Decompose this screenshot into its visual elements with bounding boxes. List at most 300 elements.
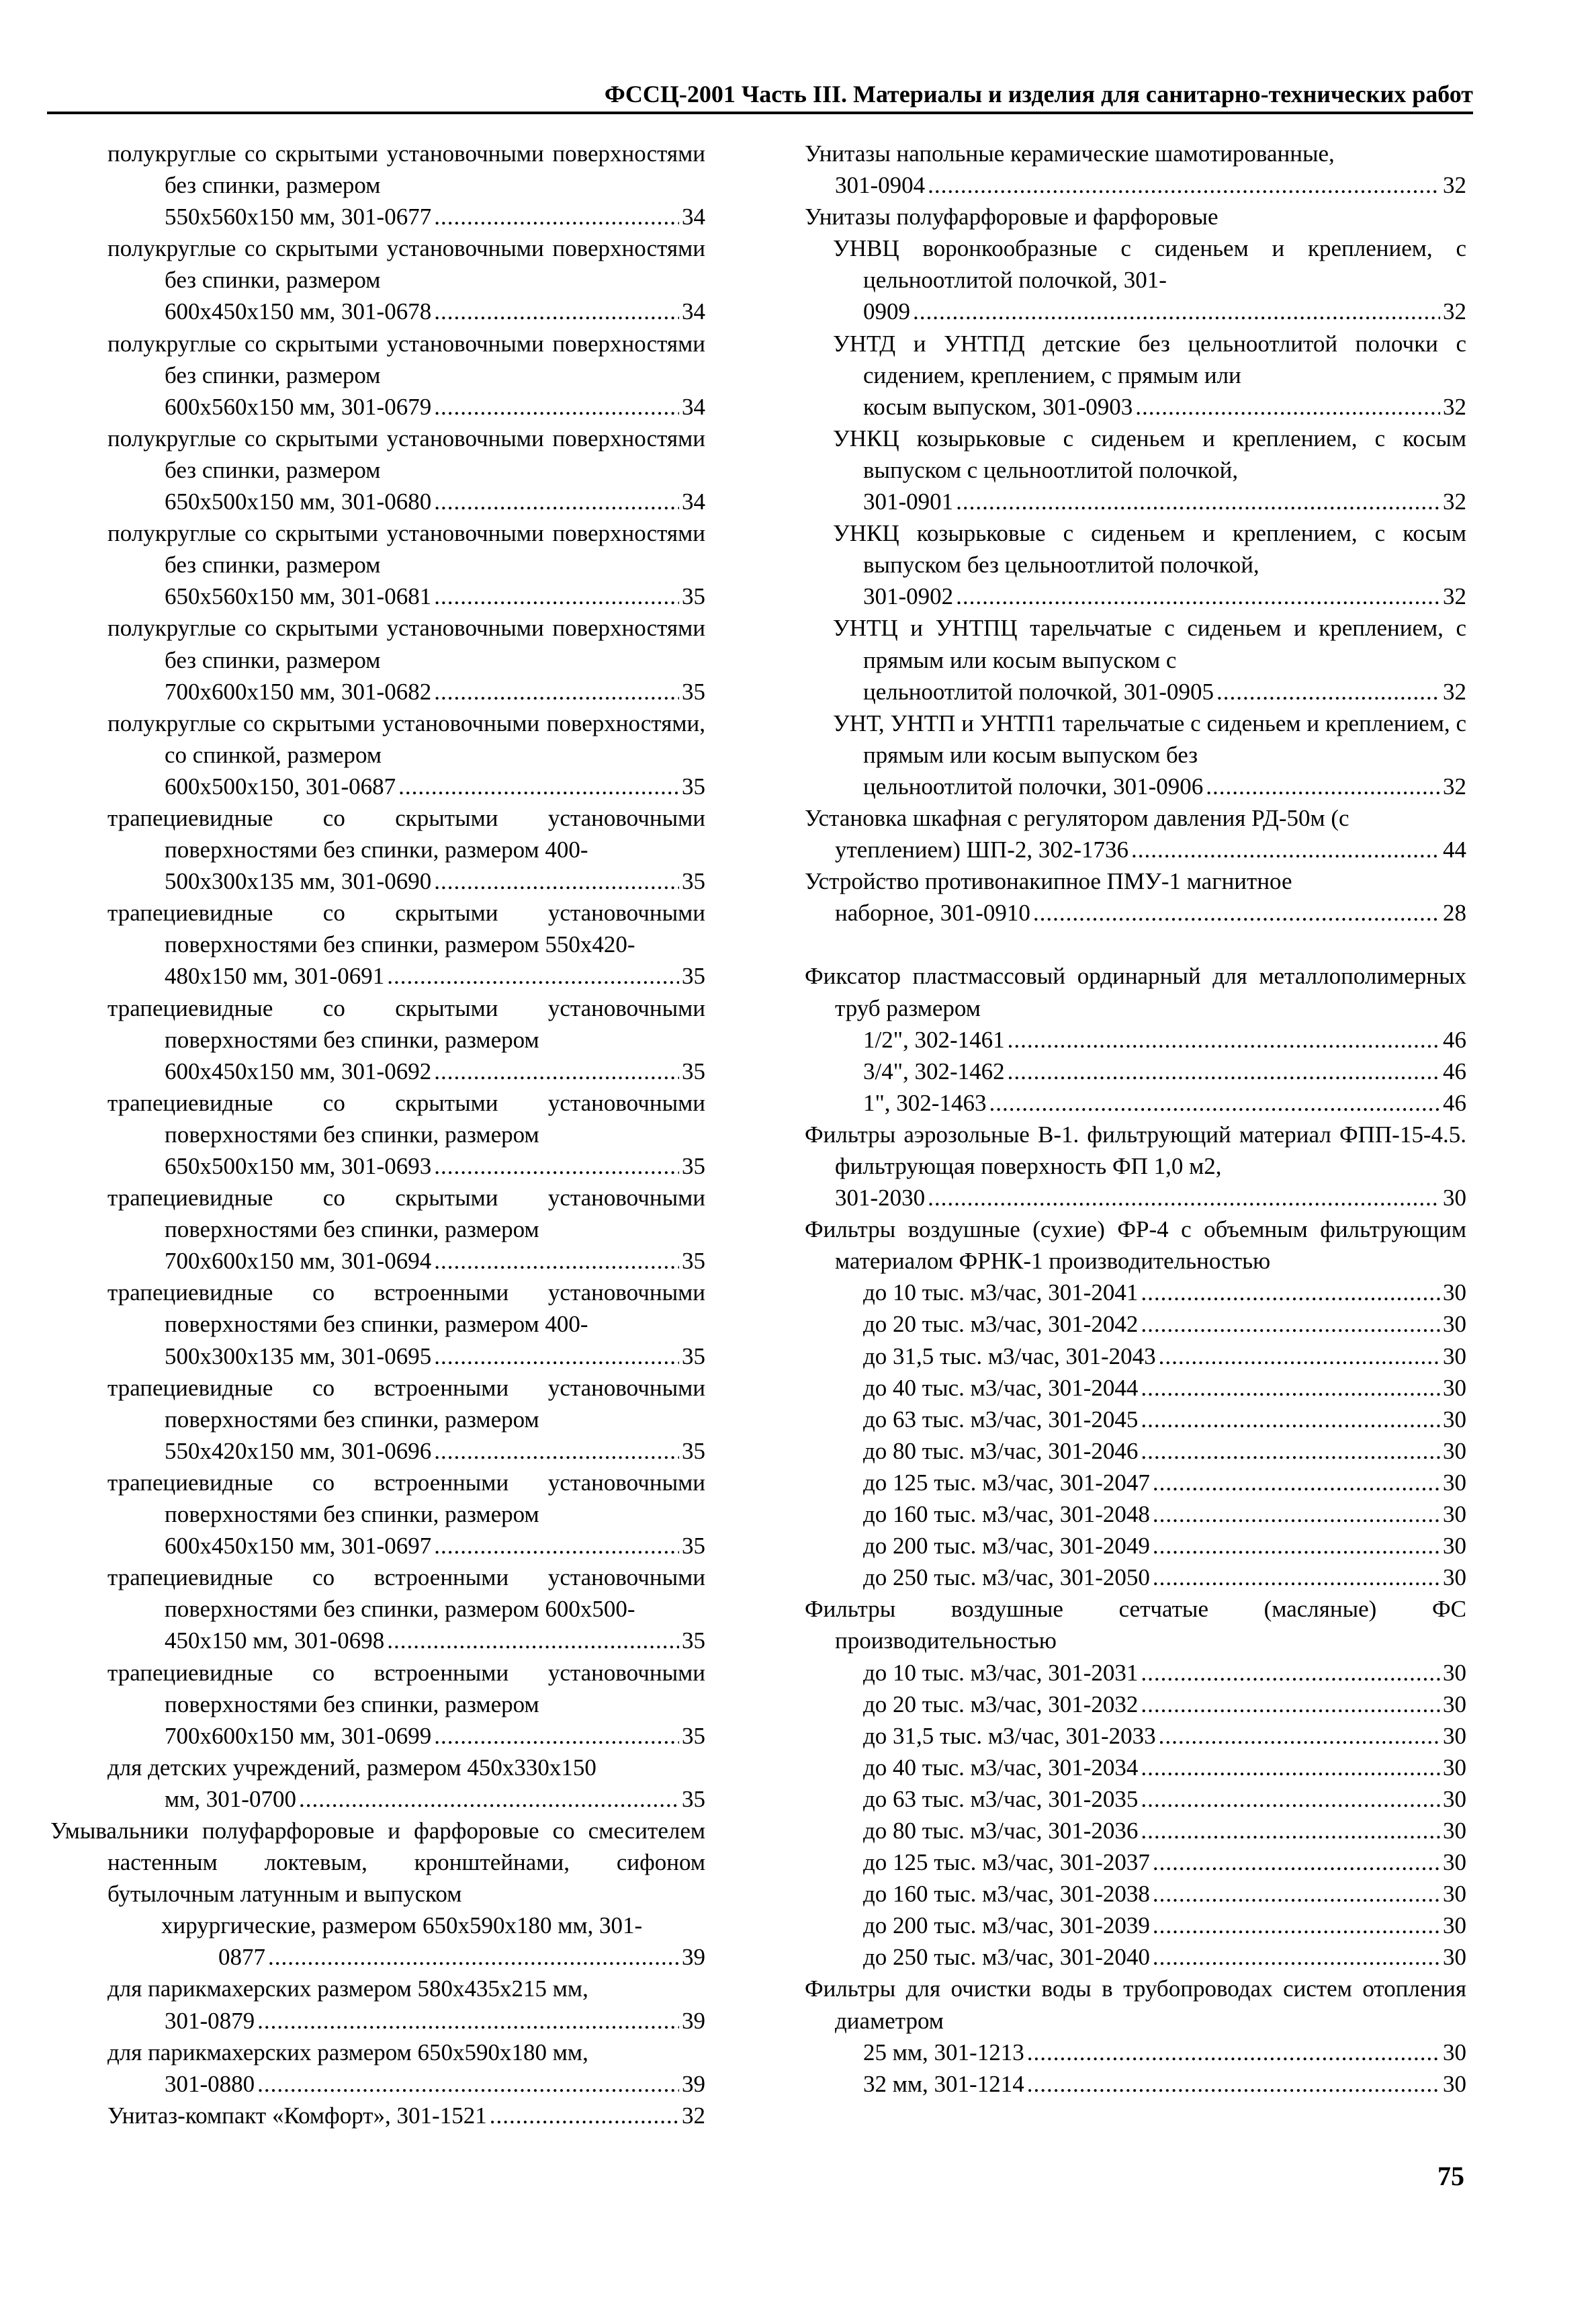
index-entry-text: полукруглые со скрытыми установочными поверхностями без спинки, размером — [107, 520, 705, 579]
dot-leader — [1153, 1467, 1440, 1498]
index-entry-text: полукруглые со скрытыми установочными поверхностями без спинки, размером — [107, 330, 705, 388]
index-entry — [805, 328, 1466, 423]
index-entry-line — [863, 1657, 1466, 1689]
index-entry — [805, 1119, 1466, 1213]
index-entry-text: УНКЦ козырьковые с сиденьем и креплением, с косым выпуском с цельноотлитой полочкой, — [833, 425, 1466, 483]
index-entry — [805, 1562, 1466, 1593]
index-entry — [50, 232, 705, 327]
index-entry-page: 28 — [1443, 900, 1466, 927]
index-entry — [50, 1910, 705, 1973]
dot-leader — [1153, 1910, 1440, 1941]
index-entry-text: Унитазы напольные керамические шамотированные, — [805, 140, 1335, 167]
index-entry-line — [863, 1878, 1466, 1910]
index-entry-line — [165, 865, 705, 897]
index-entry-code: 700x600x150 мм, 301-0682 — [165, 678, 432, 705]
index-entry-line — [863, 1752, 1466, 1783]
dot-leader — [989, 1087, 1440, 1119]
index-entry — [805, 1973, 1466, 2036]
index-entry-line — [863, 771, 1466, 802]
index-entry-text: трапециевидные со скрытыми установочными поверхностями без спинки, размером 550x420- — [107, 900, 705, 958]
index-entry-page: 32 — [682, 2102, 705, 2129]
index-entry-line — [165, 391, 705, 423]
dot-leader — [387, 1625, 679, 1656]
index-entry-code: 600x450x150 мм, 301-0697 — [165, 1533, 432, 1560]
index-entry-line — [863, 391, 1466, 423]
index-entry-code: до 125 тыс. м3/час, 301-2047 — [863, 1469, 1150, 1496]
index-entry-code: 301-0879 — [165, 2007, 255, 2034]
index-entry — [50, 2037, 705, 2100]
index-entry-page: 30 — [1443, 1785, 1466, 1812]
index-entry — [805, 1498, 1466, 1530]
index-entry-text: УНТЦ и УНТПЦ тарельчатые с сиденьем и креплением, с прямым или косым выпуском с — [833, 615, 1466, 673]
dot-leader — [434, 1720, 679, 1752]
index-entry-code: 301-0901 — [863, 488, 954, 515]
index-entry-code: до 250 тыс. м3/час, 301-2050 — [863, 1564, 1150, 1591]
dot-leader — [1135, 391, 1440, 423]
index-entry-code: 1", 302-1463 — [863, 1089, 987, 1116]
index-entry — [805, 612, 1466, 707]
index-entry-code: утеплением) ШП-2, 302-1736 — [835, 837, 1129, 863]
index-entry-code: 0877 — [218, 1944, 265, 1971]
index-entry-code: до 250 тыс. м3/час, 301-2040 — [863, 1944, 1150, 1971]
index-entry-text: хирургические, размером 650x590x180 мм, 301- — [161, 1912, 643, 1939]
index-entry-line — [863, 296, 1466, 327]
index-entry-code: 600x450x150 мм, 301-0678 — [165, 298, 432, 325]
index-entry — [805, 1404, 1466, 1435]
index-entry — [50, 2100, 705, 2131]
index-entry-code: Унитаз-компакт «Комфорт», 301-1521 — [107, 2102, 487, 2129]
index-entry-page: 32 — [1443, 488, 1466, 515]
index-entry — [805, 1846, 1466, 1878]
index-entry-text: Унитазы полуфарфоровые и фарфоровые — [805, 204, 1218, 230]
index-entry — [805, 2068, 1466, 2100]
index-column-left — [50, 138, 705, 2131]
dot-leader — [434, 1056, 679, 1087]
index-entry-page: 30 — [1443, 1849, 1466, 1876]
dot-leader — [1153, 1846, 1440, 1878]
index-entry-page: 30 — [1443, 1912, 1466, 1939]
dot-leader — [1206, 771, 1440, 802]
index-entry-code: до 31,5 тыс. м3/час, 301-2033 — [863, 1722, 1156, 1749]
index-entry-code: 550x560x150 мм, 301-0677 — [165, 204, 432, 230]
dot-leader — [1153, 1878, 1440, 1910]
index-entry-line — [863, 581, 1466, 612]
index-entry-code: 700x600x150 мм, 301-0694 — [165, 1248, 432, 1275]
index-entry-line — [863, 1340, 1466, 1372]
dot-leader — [434, 296, 679, 327]
index-entry-text: для парикмахерских размером 650x590x180 мм, — [107, 2039, 588, 2065]
index-entry-line — [218, 1941, 705, 1973]
dot-leader — [1027, 2037, 1440, 2068]
index-entry-code: до 200 тыс. м3/час, 301-2039 — [863, 1912, 1150, 1939]
index-entry-page: 35 — [682, 1343, 705, 1369]
index-entry-code: 500x300x135 мм, 301-0690 — [165, 868, 432, 895]
index-entry-line — [835, 169, 1466, 201]
index-entry-page: 30 — [1443, 1533, 1466, 1560]
index-entry-line — [165, 1340, 705, 1372]
index-entry-text: трапециевидные со встроенными установочными поверхностями без спинки, размером 600x500- — [107, 1564, 705, 1623]
index-entry — [50, 1182, 705, 1277]
index-entry — [805, 2037, 1466, 2068]
index-entry — [50, 992, 705, 1087]
index-entry-line — [835, 1182, 1466, 1213]
index-entry-page: 30 — [1443, 1817, 1466, 1844]
index-entry-line — [863, 1435, 1466, 1467]
index-entry-page: 35 — [682, 1153, 705, 1179]
index-entry-code: косым выпуском, 301-0903 — [863, 393, 1133, 420]
index-entry-text: для парикмахерских размером 580x435x215 мм, — [107, 1975, 588, 2002]
index-entry-text: трапециевидные со скрытыми установочными поверхностями без спинки, размером 400- — [107, 804, 705, 863]
index-entry-code: 650x500x150 мм, 301-0693 — [165, 1153, 432, 1179]
index-entry-text: полукруглые со скрытыми установочными поверхностями без спинки, размером — [107, 425, 705, 483]
index-entry-page: 34 — [682, 298, 705, 325]
index-entry-code: 550x420x150 мм, 301-0696 — [165, 1437, 432, 1464]
index-entry-page: 35 — [682, 1248, 705, 1275]
dot-leader — [956, 486, 1440, 517]
index-entry — [805, 1372, 1466, 1404]
dot-leader — [1131, 834, 1440, 865]
index-entry-page: 30 — [1443, 1501, 1466, 1528]
index-entry — [50, 138, 705, 232]
index-entry — [805, 1783, 1466, 1815]
index-entry-page: 34 — [682, 393, 705, 420]
index-entry — [805, 865, 1466, 929]
index-entry-line — [165, 960, 705, 992]
index-entry-code: 600x560x150 мм, 301-0679 — [165, 393, 432, 420]
index-entry — [50, 1973, 705, 2036]
index-entry-line — [165, 1720, 705, 1752]
index-entry — [805, 1530, 1466, 1562]
index-entry-page: 30 — [1443, 2070, 1466, 2097]
dot-leader — [913, 296, 1440, 327]
index-entry — [805, 1593, 1466, 1656]
index-entry-page: 39 — [682, 1944, 705, 1971]
index-entry-page: 30 — [1443, 1469, 1466, 1496]
dot-leader — [1159, 1340, 1440, 1372]
dot-leader — [1141, 1783, 1440, 1815]
index-entry-line — [863, 1467, 1466, 1498]
index-entry-code: до 63 тыс. м3/час, 301-2045 — [863, 1406, 1139, 1433]
index-entry — [805, 1340, 1466, 1372]
dot-leader — [434, 676, 679, 708]
index-gap — [805, 929, 1466, 960]
index-entry-line — [863, 1815, 1466, 1846]
index-entry-line — [165, 296, 705, 327]
index-entry-line — [863, 1024, 1466, 1056]
index-entry-line — [165, 2005, 705, 2037]
dot-leader — [1141, 1435, 1440, 1467]
dot-leader — [1216, 676, 1440, 708]
index-entry-page: 46 — [1443, 1026, 1466, 1053]
index-entry-page: 32 — [1443, 678, 1466, 705]
index-entry-page: 34 — [682, 488, 705, 515]
dot-leader — [387, 960, 679, 992]
index-entry-code: до 125 тыс. м3/час, 301-2037 — [863, 1849, 1150, 1876]
index-entry — [805, 1657, 1466, 1689]
index-entry-line — [165, 1245, 705, 1277]
dot-leader — [1153, 1530, 1440, 1562]
dot-leader — [434, 486, 679, 517]
dot-leader — [268, 1941, 679, 1973]
index-entry-page: 30 — [1443, 1754, 1466, 1781]
index-entry-line — [863, 1308, 1466, 1340]
index-entry-page: 30 — [1443, 1881, 1466, 1908]
dot-leader — [1141, 1277, 1440, 1308]
index-entry-page: 32 — [1443, 583, 1466, 610]
dot-leader — [434, 1340, 679, 1372]
index-entry-line — [863, 486, 1466, 517]
index-entry — [805, 1467, 1466, 1498]
dot-leader — [1141, 1752, 1440, 1783]
index-entry-line — [165, 581, 705, 612]
header-rule — [47, 112, 1473, 114]
index-entry-code: до 40 тыс. м3/час, 301-2034 — [863, 1754, 1139, 1781]
index-entry-text: Фильтры воздушные (сухие) ФР-4 с объемным фильтрующим материалом ФРНК-1 производительностью — [805, 1216, 1466, 1275]
index-entry-text: Фильтры для очистки воды в трубопроводах систем отопления диаметром — [805, 1975, 1466, 2034]
index-entry-text: трапециевидные со скрытыми установочными поверхностями без спинки, размером — [107, 1185, 705, 1243]
index-entry-text: трапециевидные со скрытыми установочными поверхностями без спинки, размером — [107, 1089, 705, 1148]
index-entry — [50, 1815, 705, 1910]
index-entry-text: Фильтры воздушные сетчатые (масляные) ФС производительностью — [805, 1596, 1466, 1654]
index-entry-text: УНВЦ воронкообразные с сиденьем и креплением, с цельноотлитой полочкой, 301- — [833, 235, 1466, 294]
index-entry — [50, 897, 705, 992]
index-entry-line — [165, 1056, 705, 1087]
index-entry — [805, 960, 1466, 1023]
index-entry-page: 30 — [1443, 1564, 1466, 1591]
index-entry — [805, 1087, 1466, 1119]
index-entry-line — [863, 1056, 1466, 1087]
index-entry-text: УНТ, УНТП и УНТП1 тарельчатые с сиденьем и креплением, с прямым или косым выпуском без — [833, 710, 1466, 768]
index-entry-line — [863, 1689, 1466, 1720]
index-entry-page: 35 — [682, 1722, 705, 1749]
index-entry — [805, 1024, 1466, 1056]
index-entry — [50, 1467, 705, 1562]
index-entry-code: 700x600x150 мм, 301-0699 — [165, 1722, 432, 1749]
index-entry-line — [165, 1625, 705, 1656]
index-entry-text: полукруглые со скрытыми установочными поверхностями без спинки, размером — [107, 235, 705, 294]
index-entry-page: 35 — [682, 1058, 705, 1084]
index-entry-page: 30 — [1443, 1722, 1466, 1749]
index-entry — [50, 1562, 705, 1656]
index-entry-code: 301-2030 — [835, 1185, 926, 1211]
dot-leader — [1141, 1308, 1440, 1340]
index-entry-code: до 31,5 тыс. м3/час, 301-2043 — [863, 1343, 1156, 1369]
index-entry-code: 500x300x135 мм, 301-0695 — [165, 1343, 432, 1369]
index-entry — [50, 802, 705, 897]
index-entry — [805, 1689, 1466, 1720]
index-entry-page: 35 — [682, 963, 705, 990]
index-entry-page: 30 — [1443, 1944, 1466, 1971]
index-entry — [50, 517, 705, 612]
dot-leader — [1141, 1404, 1440, 1435]
index-entry-line — [863, 1562, 1466, 1593]
index-entry — [50, 1277, 705, 1371]
index-entry-page: 30 — [1443, 1406, 1466, 1433]
index-entry — [805, 232, 1466, 327]
index-entry — [805, 1910, 1466, 1941]
index-entry — [805, 517, 1466, 612]
dot-leader — [434, 581, 679, 612]
index-entry-text: трапециевидные со скрытыми установочными поверхностями без спинки, размером — [107, 994, 705, 1053]
dot-leader — [1153, 1941, 1440, 1973]
index-entry-line — [165, 1530, 705, 1562]
index-entry-line — [863, 1941, 1466, 1973]
index-entry-code: 301-0880 — [165, 2070, 255, 2097]
dot-leader — [490, 2100, 679, 2131]
index-entry-text: Фильтры аэрозольные В-1. фильтрующий материал ФПП-15-4.5. фильтрующая поверхность ФП 1,0 м2, — [805, 1121, 1466, 1179]
index-entry-line — [863, 1846, 1466, 1878]
index-entry-code: до 80 тыс. м3/час, 301-2036 — [863, 1817, 1139, 1844]
index-entry — [805, 1277, 1466, 1308]
index-entry-code: 450x150 мм, 301-0698 — [165, 1627, 385, 1654]
index-column-right — [805, 138, 1466, 2100]
index-entry-page: 46 — [1443, 1058, 1466, 1084]
index-entry-page: 32 — [1443, 172, 1466, 199]
index-entry-code: до 10 тыс. м3/час, 301-2031 — [863, 1659, 1139, 1686]
index-entry-page: 44 — [1443, 837, 1466, 863]
index-entry — [50, 1372, 705, 1467]
index-entry-code: 25 мм, 301-1213 — [863, 2039, 1024, 2065]
index-entry-page: 39 — [682, 2070, 705, 2097]
dot-leader — [434, 1150, 679, 1182]
index-entry-page: 46 — [1443, 1089, 1466, 1116]
index-entry-text: для детских учреждений, размером 450x330x150 — [107, 1754, 596, 1781]
index-entry-page: 35 — [682, 773, 705, 800]
dot-leader — [1141, 1657, 1440, 1689]
index-entry-code: до 40 тыс. м3/час, 301-2044 — [863, 1374, 1139, 1401]
index-entry-page: 30 — [1443, 1343, 1466, 1369]
dot-leader — [434, 1530, 679, 1562]
index-entry-text: УНКЦ козырьковые с сиденьем и креплением, с косым выпуском без цельноотлитой полочкой, — [833, 520, 1466, 579]
index-entry-page: 34 — [682, 204, 705, 230]
dot-leader — [299, 1783, 679, 1815]
index-entry-code: 3/4", 302-1462 — [863, 1058, 1005, 1084]
index-entry-page: 30 — [1443, 1659, 1466, 1686]
index-entry-page: 30 — [1443, 1279, 1466, 1306]
index-entry-code: до 20 тыс. м3/час, 301-2032 — [863, 1691, 1139, 1717]
index-entry-line — [107, 2100, 705, 2131]
index-entry-line — [165, 2068, 705, 2100]
index-entry-code: 301-0902 — [863, 583, 954, 610]
index-entry-page: 32 — [1443, 393, 1466, 420]
index-entry-text: полукруглые со скрытыми установочными поверхностями без спинки, размером — [107, 140, 705, 199]
index-entry-text: трапециевидные со встроенными установочными поверхностями без спинки, размером — [107, 1374, 705, 1433]
index-entry-line — [165, 771, 705, 802]
index-entry-line — [863, 1498, 1466, 1530]
index-entry-line — [863, 1720, 1466, 1752]
index-entry-code: 0909 — [863, 298, 910, 325]
index-entry — [805, 1720, 1466, 1752]
index-entry-text: трапециевидные со встроенными установочными поверхностями без спинки, размером — [107, 1659, 705, 1717]
index-entry-page: 35 — [682, 868, 705, 895]
index-entry-text: Установка шкафная с регулятором давления РД-50м (с — [805, 804, 1349, 831]
index-entry-code: цельноотлитой полочкой, 301-0905 — [863, 678, 1214, 705]
index-entry-line — [863, 1783, 1466, 1815]
dot-leader — [1027, 2068, 1440, 2100]
index-entry-line — [863, 1404, 1466, 1435]
index-entry-line — [863, 1530, 1466, 1562]
index-entry-page: 35 — [682, 678, 705, 705]
dot-leader — [434, 1435, 679, 1467]
index-entry — [805, 1056, 1466, 1087]
index-entry-page: 35 — [682, 1437, 705, 1464]
index-entry — [50, 328, 705, 423]
dot-leader — [257, 2068, 679, 2100]
index-entry-line — [863, 2037, 1466, 2068]
index-entry — [805, 1435, 1466, 1467]
index-entry-code: 600x500x150, 301-0687 — [165, 773, 396, 800]
dot-leader — [1153, 1562, 1440, 1593]
index-entry-code: 1/2", 302-1461 — [863, 1026, 1005, 1053]
dot-leader — [434, 201, 679, 232]
index-entry-code: до 200 тыс. м3/час, 301-2049 — [863, 1533, 1150, 1560]
index-entry-page: 35 — [682, 1533, 705, 1560]
index-entry-line — [165, 486, 705, 517]
index-entry-code: до 160 тыс. м3/час, 301-2048 — [863, 1501, 1150, 1528]
index-entry — [805, 1213, 1466, 1277]
index-entry-text: Умывальники полуфарфоровые и фарфоровые со смесителем настенным локтевым, кронштейнами, сифоном бутылочным латунным и выпуском — [50, 1817, 705, 1908]
page-number: 75 — [1437, 2161, 1464, 2191]
index-entry-page: 35 — [682, 1627, 705, 1654]
dot-leader — [434, 865, 679, 897]
dot-leader — [398, 771, 679, 802]
index-entry-code: до 10 тыс. м3/час, 301-2041 — [863, 1279, 1139, 1306]
index-entry-code: 650x560x150 мм, 301-0681 — [165, 583, 432, 610]
index-entry — [805, 708, 1466, 802]
index-entry — [50, 708, 705, 802]
dot-leader — [434, 391, 679, 423]
index-entry-page: 30 — [1443, 1185, 1466, 1211]
dot-leader — [956, 581, 1440, 612]
index-entry-code: мм, 301-0700 — [165, 1785, 296, 1812]
dot-leader — [1141, 1372, 1440, 1404]
index-entry-text: полукруглые со скрытыми установочными поверхностями, со спинкой, размером — [107, 710, 705, 768]
index-entry-line — [863, 676, 1466, 708]
dot-leader — [1008, 1024, 1440, 1056]
index-entry-code: до 160 тыс. м3/час, 301-2038 — [863, 1881, 1150, 1908]
dot-leader — [928, 1182, 1440, 1213]
index-entry-text: Устройство противонакипное ПМУ-1 магнитное — [805, 868, 1292, 895]
index-entry-text: трапециевидные со встроенными установочными поверхностями без спинки, размером — [107, 1469, 705, 1528]
index-entry-code: 480x150 мм, 301-0691 — [165, 963, 385, 990]
running-header: ФССЦ-2001 Часть III. Материалы и изделия для санитарно-технических работ — [604, 81, 1473, 108]
index-entry — [50, 1752, 705, 1815]
dot-leader — [1033, 897, 1440, 929]
index-entry — [805, 802, 1466, 865]
dot-leader — [1153, 1498, 1440, 1530]
index-entry-text: УНТД и УНТПД детские без цельноотлитой полочки с сидением, креплением, с прямым или — [833, 330, 1466, 388]
index-entry-line — [165, 676, 705, 708]
index-entry — [805, 1941, 1466, 1973]
index-entry-line — [863, 1372, 1466, 1404]
index-entry-code: до 80 тыс. м3/час, 301-2046 — [863, 1437, 1139, 1464]
dot-leader — [1141, 1689, 1440, 1720]
index-entry-text: полукруглые со скрытыми установочными поверхностями без спинки, размером — [107, 615, 705, 673]
index-entry-code: 600x450x150 мм, 301-0692 — [165, 1058, 432, 1084]
index-entry — [805, 423, 1466, 517]
index-entry — [805, 1752, 1466, 1783]
index-entry-line — [165, 1150, 705, 1182]
index-entry-line — [835, 897, 1466, 929]
index-entry-page: 30 — [1443, 1374, 1466, 1401]
index-entry — [50, 1087, 705, 1182]
index-entry-line — [165, 201, 705, 232]
index-entry-code: цельноотлитой полочки, 301-0906 — [863, 773, 1204, 800]
index-entry-code: наборное, 301-0910 — [835, 900, 1030, 927]
index-entry-page: 35 — [682, 1785, 705, 1812]
index-entry — [805, 1308, 1466, 1340]
index-entry — [805, 1878, 1466, 1910]
